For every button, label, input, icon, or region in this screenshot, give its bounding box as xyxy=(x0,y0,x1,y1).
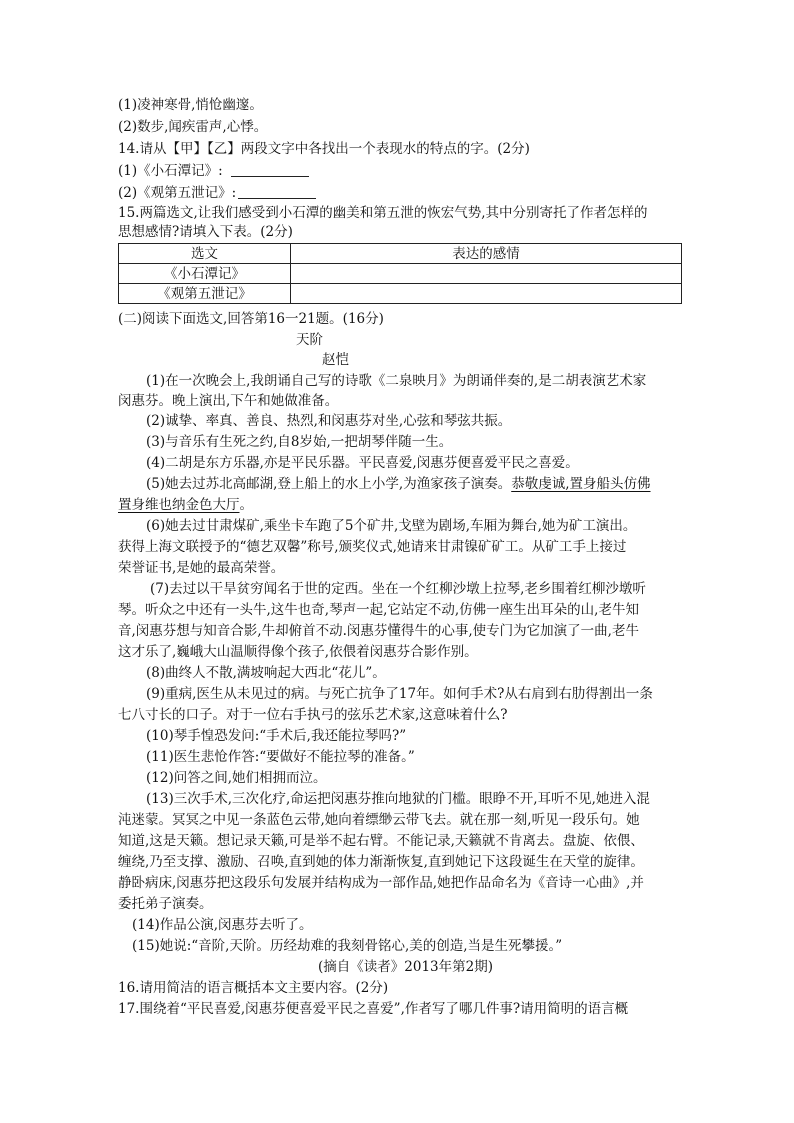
table-cell: 《小石潭记》 xyxy=(119,264,291,284)
paragraph-8: (8)曲终人不散,满坡响起大西北“花儿”。 xyxy=(146,665,386,681)
table-row xyxy=(119,284,682,304)
paragraph-9-cont: 七八寸长的口子。对于一位右手执弓的弦乐艺术家,这意味着什么? xyxy=(118,707,508,723)
paragraph-1: (1)在一次晚会上,我朗诵自己写的诗歌《二泉映月》为朗诵伴奏的,是二胡表演艺术家 xyxy=(146,373,647,389)
paragraph-6: (6)她去过甘肃煤矿,乘坐卡车跑了5个矿井,戈壁为剧场,车厢为舞台,她为矿工演出。 xyxy=(146,518,637,534)
paragraph-13-cont: 委托弟子演奏。 xyxy=(118,896,213,912)
paragraph-6-cont: 获得上海文联授予的“德艺双馨”称号,颁奖仪式,她请来甘肃镍矿矿工。从矿工手上接过 xyxy=(118,539,627,555)
question-17: 17.围绕着“平民喜爱,闵惠芬便喜爱平民之喜爱”,作者写了哪几件事?请用简明的语言概 xyxy=(118,1001,629,1017)
question-14: 14.请从【甲】【乙】两段文字中各找出一个表现水的特点的字。(2分) xyxy=(118,141,530,157)
table-row xyxy=(119,264,682,284)
answer-blank[interactable] xyxy=(238,185,316,199)
paragraph-text: 。 xyxy=(239,497,253,513)
question-15-cont: 思想感情?请填入下表。(2分) xyxy=(118,224,293,240)
table-header-row xyxy=(119,244,682,264)
item-label: (2)《观第五泄记》: xyxy=(118,185,237,201)
article-title: 天阶 xyxy=(296,332,323,348)
underlined-sentence: 置身维也纳金色大厅 xyxy=(118,497,240,513)
text-line: (2)数步,闻疾雷声,心悸。 xyxy=(118,119,268,135)
paragraph-5 xyxy=(146,475,651,493)
paragraph-13-cont: 静卧病床,闵惠芬把这段乐句发展并结构成为一部作品,她把作品命名为《音诗一心曲》,并 xyxy=(118,875,644,891)
underlined-sentence: 恭敬虔诚,置身船头仿佛 xyxy=(511,476,651,492)
paragraph-13: (13)三次手术,三次化疗,命运把闵惠芬推向地狱的门槛。眼睁不开,耳听不见,她进入混 xyxy=(146,791,650,807)
question-14-item-1 xyxy=(118,162,309,180)
paragraph-9: (9)重病,医生从未见过的病。与死亡抗争了17年。如何手术?从右肩到右肋得割出一条 xyxy=(146,686,653,702)
answer-table xyxy=(118,243,682,304)
article-source: (摘自《读者》2013年第2期) xyxy=(318,959,493,975)
table-header: 表达的感情 xyxy=(291,244,682,264)
answer-cell[interactable] xyxy=(291,284,682,304)
paragraph-6-cont: 荣誉证书,是她的最高荣誉。 xyxy=(118,560,285,576)
section-heading: (二)阅读下面选文,回答第16一21题。(16分) xyxy=(118,311,384,327)
text-line: (1)凌神寒骨,悄怆幽邃。 xyxy=(118,97,263,113)
paragraph-5-cont xyxy=(118,496,253,514)
paragraph-10: (10)琴手惶恐发问:“手术后,我还能拉琴吗?” xyxy=(146,728,407,744)
paragraph-4: (4)二胡是东方乐器,亦是平民乐器。平民喜爱,闵惠芬便喜爱平民之喜爱。 xyxy=(146,455,579,471)
table-header: 选文 xyxy=(119,244,291,264)
paragraph-1-cont: 闵惠芬。晚上演出,下午和她做准备。 xyxy=(118,393,339,409)
paragraph-7: (7)去过以干旱贫穷闻名于世的定西。坐在一个红柳沙墩上拉琴,老乡围着红柳沙墩听 xyxy=(150,581,646,597)
article-author: 赵恺 xyxy=(322,352,349,368)
paragraph-7-cont: 琴。听众之中还有一头牛,这牛也奇,琴声一起,它站定不动,仿佛一座生出耳朵的山,老牛知 xyxy=(118,602,639,618)
paragraph-12: (12)问答之间,她们相拥而泣。 xyxy=(146,770,327,786)
item-label: (1)《小石潭记》: xyxy=(118,163,223,179)
question-15: 15.两篇选文,让我们感受到小石潭的幽美和第五泄的恢宏气势,其中分别寄托了作者怎样的 xyxy=(118,205,648,221)
paragraph-2: (2)诚挚、率真、善良、热烈,和闵惠芬对坐,心弦和琴弦共振。 xyxy=(146,413,512,429)
paragraph-7-cont: 音,闵惠芬想与知音合影,牛却俯首不动.闵惠芬懂得牛的心事,使专门为它加演了一曲,老牛 xyxy=(118,623,639,639)
paragraph-11: (11)医生悲怆作答:“要做好不能拉琴的准备。” xyxy=(146,749,415,765)
paragraph-3: (3)与音乐有生死之约,自8岁始,一把胡琴伴随一生。 xyxy=(146,434,453,450)
question-14-item-2 xyxy=(118,184,316,202)
paragraph-text: (5)她去过苏北高邮湖,登上船上的水上小学,为渔家孩子演奏。 xyxy=(146,476,512,492)
paragraph-13-cont: 沌迷蒙。冥冥之中见一条蓝色云带,她向着缥缈云带飞去。就在那一刻,听见一段乐句。她 xyxy=(118,812,640,828)
table-cell: 《观第五泄记》 xyxy=(119,284,291,304)
answer-blank[interactable] xyxy=(231,163,309,177)
paragraph-15: (15)她说:“音阶,天阶。历经劫难的我刻骨铭心,美的创造,当是生死攀援。” xyxy=(132,938,563,954)
paragraph-13-cont: 缠绕,乃至支撑、激励、召唤,直到她的体力渐渐恢复,直到她记下这段诞生在天堂的旋律。 xyxy=(118,854,644,870)
paragraph-14: (14)作品公演,闵惠芬去听了。 xyxy=(132,917,313,933)
paragraph-7-cont: 这才乐了,巍峨大山温顺得像个孩子,依偎着闵惠芬合影作别。 xyxy=(118,644,478,660)
question-16: 16.请用简洁的语言概括本文主要内容。(2分) xyxy=(118,980,389,996)
answer-cell[interactable] xyxy=(291,264,682,284)
paragraph-13-cont: 知道,这是天籁。想记录天籁,可是举不起右臂。不能记录,天籁就不肯离去。盘旋、依偎、 xyxy=(118,833,644,849)
